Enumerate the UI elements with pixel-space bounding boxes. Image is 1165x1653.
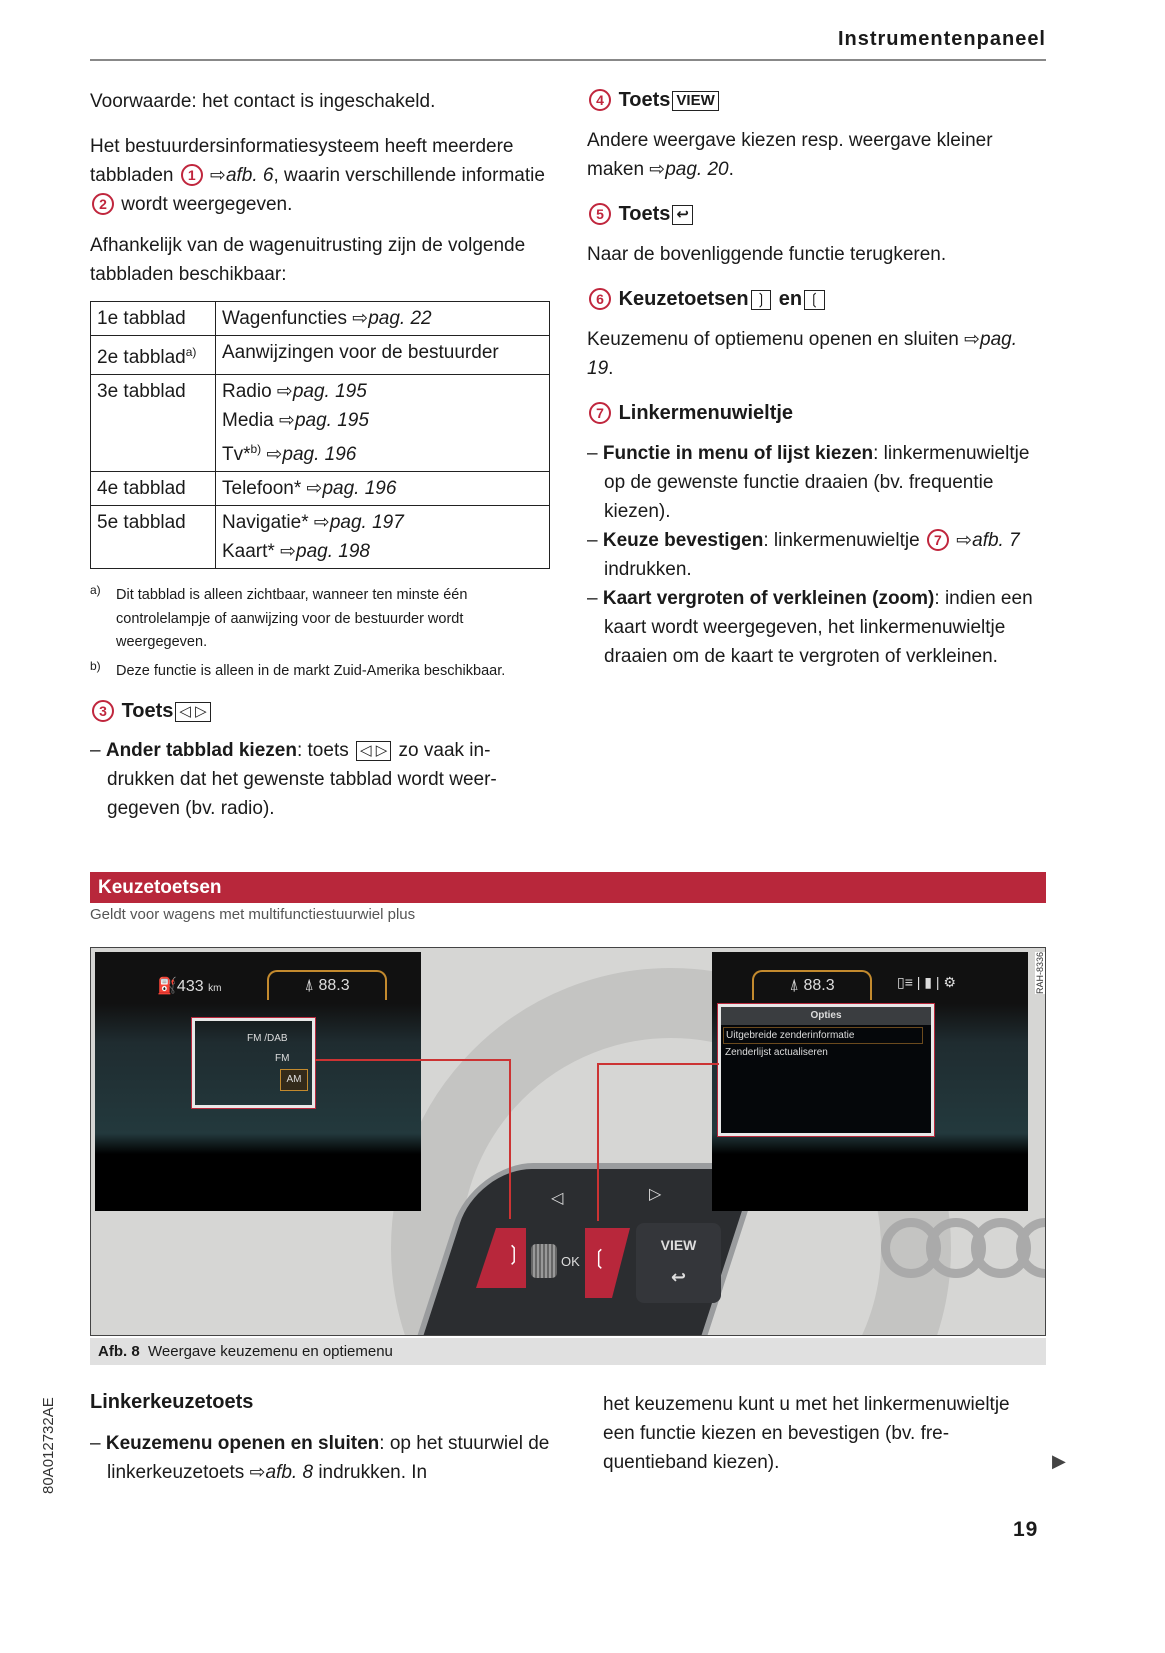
figure-caption — [90, 1338, 1046, 1365]
key-symbol: ❳ — [751, 290, 772, 310]
text-segment: 4e tabblad — [97, 478, 186, 499]
text-segment: Wagenfuncties ⇨ — [222, 308, 369, 329]
table-cell-tab — [91, 375, 216, 472]
text-segment: : toets — [296, 740, 354, 761]
heading-toets-4 — [587, 86, 1047, 115]
footnote-text: Dit tabblad is alleen zichtbaar, wanneer ten minste één controlelampje of aanwijzing voor de bestuurder wordt weergegeven. — [116, 587, 468, 650]
next-button: ▷ — [649, 1186, 662, 1203]
view-label: VIEW — [660, 1237, 697, 1253]
menu-wheel — [531, 1244, 557, 1278]
text-segment: Andere weergave kiezen resp. weergave kleiner maken ⇨ — [587, 130, 993, 180]
bold-term: Keuze bevestigen — [602, 530, 764, 551]
text-segment: Toets — [121, 700, 174, 722]
table-cell-tab — [91, 506, 216, 569]
header-rule — [90, 59, 1046, 61]
frequency: 88.3 — [318, 977, 350, 994]
table-cell-content — [216, 302, 550, 336]
bullet-item — [90, 1429, 550, 1487]
callout-number: 7 — [927, 529, 949, 551]
audi-rings-logo — [881, 1218, 1046, 1278]
page-reference: pag. 19 — [587, 329, 1018, 379]
page-reference: pag. 195 — [294, 410, 369, 431]
text-segment: ⇨ — [956, 530, 973, 551]
callout-number: 3 — [92, 700, 114, 722]
range-readout: ⛽433 km — [157, 978, 222, 995]
bullet-item — [587, 584, 1047, 671]
table-row — [91, 375, 550, 472]
page-reference: afb. 8 — [265, 1462, 314, 1483]
heading-linkermenuwieltje-7 — [587, 399, 1047, 428]
text-segment: : indien een kaart wordt weergegeven, het linkermenuwieltje draaien om de kaart te vergroten of verkleinen. — [604, 588, 1033, 667]
paragraph — [587, 325, 1047, 383]
text-segment: – — [90, 1433, 106, 1454]
callout-number: 7 — [589, 402, 611, 424]
document-code: 80A012732AE — [40, 1397, 57, 1494]
key-symbol: VIEW — [672, 91, 718, 111]
text-segment: . — [728, 159, 734, 180]
page-number: 19 — [1013, 1518, 1039, 1541]
text-segment: wordt weergegeven. — [121, 194, 293, 215]
text-segment: Naar de bovenliggende functie terugkeren. — [587, 244, 947, 265]
options-item-selected: Uitgebreide zenderinformatie — [723, 1027, 923, 1044]
table-row — [91, 336, 550, 375]
callout-number: 1 — [181, 164, 203, 186]
right-display — [712, 952, 1028, 1211]
heading-keuzetoetsen-6 — [587, 285, 1047, 314]
key-symbol: ◁ ▷ — [175, 702, 210, 722]
text-segment: 5e tabblad — [97, 512, 186, 533]
text-segment: : op het stuurwiel de linkerkeuzetoets ⇨ — [107, 1433, 550, 1483]
key-symbol: ❲ — [804, 290, 825, 310]
band-option: FM /DAB — [247, 1033, 288, 1044]
table-cell-tab — [91, 336, 216, 375]
bullet-item — [90, 736, 550, 823]
text-segment: Aanwijzingen voor de bestuurder — [222, 342, 499, 363]
tabs-table — [90, 301, 550, 569]
right-column — [587, 86, 1047, 671]
text-segment: en — [778, 288, 803, 310]
radio-tab: ⍋ 88.3 — [752, 970, 872, 1000]
text-segment: Kaart* ⇨ — [222, 541, 297, 562]
range-value: 433 — [176, 978, 204, 995]
text-segment: Het bestuurdersinformatiesysteem heeft meerdere tabbladen — [90, 136, 514, 186]
text-segment: – — [587, 588, 603, 609]
caption-label: Afb. 8 — [98, 1343, 140, 1360]
text-segment: Toets — [618, 203, 671, 225]
paragraph — [603, 1390, 1043, 1477]
paragraph — [587, 240, 1047, 269]
heading-toets-3 — [90, 697, 550, 726]
heading-toets-5 — [587, 200, 1047, 229]
key-symbol: ↩ — [672, 205, 693, 225]
bullet-item — [587, 439, 1047, 526]
paragraph — [587, 126, 1047, 184]
text-segment: ⇨ — [261, 444, 283, 465]
callout-number: 2 — [92, 193, 114, 215]
text-segment: Media ⇨ — [222, 410, 295, 431]
table-row — [91, 302, 550, 336]
text-segment: zo vaak indrukken dat het gewenste tabblad wordt weergegeven (bv. radio). — [107, 740, 497, 819]
text-segment: indrukken. In — [313, 1462, 428, 1483]
text-segment: – — [587, 443, 603, 464]
next-page-arrow-icon: ▶ — [1052, 1451, 1066, 1471]
footnote-marker: a) — [185, 345, 197, 359]
paragraph — [90, 87, 550, 116]
band-option-selected: AM — [280, 1069, 308, 1091]
prev-button: ◁ — [551, 1190, 564, 1207]
page-reference: pag. 197 — [329, 512, 404, 533]
bullet-item — [587, 526, 1047, 584]
callout-line — [597, 1063, 719, 1221]
text-segment: Navigatie* ⇨ — [222, 512, 330, 533]
bold-term: Keuzemenu openen en sluiten — [105, 1433, 380, 1454]
view-button — [636, 1223, 721, 1303]
bold-term: Kaart vergroten of verkleinen (zoom) — [602, 588, 935, 609]
footnote-mark: a) — [90, 583, 101, 597]
text-segment: : linkermenuwieltje — [763, 530, 925, 551]
text-segment: – — [587, 530, 603, 551]
footnote — [90, 579, 550, 655]
page-reference: pag. 22 — [368, 308, 432, 329]
right-selection-key-symbol: ❲ — [591, 1247, 608, 1269]
text-segment: Keuzetoetsen — [618, 288, 749, 310]
page-reference: afb. 7 — [972, 530, 1020, 551]
text-segment: 2e tabblad — [97, 347, 186, 368]
band-option: FM — [275, 1053, 290, 1064]
text-segment: Linkermenuwieltje — [618, 402, 794, 424]
table-row — [91, 506, 550, 569]
paragraph — [90, 231, 550, 289]
text-segment: . — [608, 358, 614, 379]
footnote — [90, 655, 550, 684]
text-segment: – — [90, 740, 106, 761]
options-item: Zenderlijst actualiseren — [725, 1047, 828, 1058]
callout-number: 5 — [589, 203, 611, 225]
left-selection-key-symbol: ❳ — [505, 1243, 522, 1265]
page-reference: pag. 196 — [322, 478, 397, 499]
text-segment: Voorwaarde: het contact is ingeschakeld. — [90, 91, 436, 112]
ok-label: OK — [561, 1254, 580, 1269]
footnote-text: Deze functie is alleen in de markt Zuid-Amerika beschikbaar. — [116, 662, 506, 679]
text-segment: Telefoon* ⇨ — [222, 478, 323, 499]
text-segment: indrukken. — [604, 559, 692, 580]
section-bar — [90, 872, 1046, 903]
text-segment: Keuzemenu of optiemenu openen en sluiten ⇨ — [587, 329, 981, 350]
bottom-right — [603, 1390, 1043, 1477]
key-symbol: ◁ ▷ — [356, 741, 391, 761]
options-title: Opties — [721, 1007, 931, 1025]
left-column — [90, 87, 550, 823]
footnote-mark: b) — [90, 658, 101, 673]
tab-icons: ▯≡ | ▮ | ⚙ — [897, 974, 956, 990]
text-segment: Radio ⇨ — [222, 381, 293, 402]
page-reference: pag. 198 — [296, 541, 370, 562]
bottom-left — [90, 1388, 550, 1487]
section-title: Keuzetoetsen — [98, 877, 222, 898]
figure-image — [90, 947, 1046, 1336]
back-icon: ↩ — [670, 1267, 687, 1287]
text-segment: Afhankelijk van de wagenuitrusting zijn de volgende tabbladen beschikbaar: — [90, 235, 526, 285]
paragraph — [90, 132, 550, 219]
header-title: Instrumentenpaneel — [837, 28, 1046, 50]
callout-number: 6 — [589, 288, 611, 310]
table-row — [91, 472, 550, 506]
table-cell-content — [216, 336, 550, 375]
table-cell-content — [216, 472, 550, 506]
table-cell-content — [216, 375, 550, 472]
page-reference: afb. 6 — [225, 165, 274, 186]
callout-number: 4 — [589, 89, 611, 111]
heading-linkerkeuzetoets: Linkerkeuzetoets — [90, 1391, 254, 1413]
table-cell-content — [216, 506, 550, 569]
footnotes — [90, 579, 550, 683]
page-reference: pag. 20 — [665, 159, 729, 180]
table-cell-tab — [91, 302, 216, 336]
caption-text: Weergave keuzemenu en optiemenu — [148, 1343, 393, 1360]
footnote-marker: b) — [250, 442, 262, 456]
page-reference: pag. 196 — [282, 444, 357, 465]
text-segment: 1e tabblad — [97, 308, 186, 329]
text-segment: ⇨ — [210, 165, 226, 186]
text-segment: , waarin verschillende informatie — [273, 165, 545, 186]
radio-tab: ⍋ 88.3 — [267, 970, 387, 1000]
page-reference: pag. 195 — [292, 381, 367, 402]
text-segment: Toets — [618, 89, 671, 111]
bold-term: Ander tabblad kiezen — [105, 740, 297, 761]
section-subtitle: Geldt voor wagens met multifunctiestuurwiel plus — [90, 906, 416, 923]
options-menu-callout — [718, 1004, 934, 1136]
table-cell-tab — [91, 472, 216, 506]
frequency: 88.3 — [803, 977, 835, 994]
text-segment: : linkermenuwieltje op de gewenste functie draaien (bv. frequentie kiezen). — [604, 443, 1030, 522]
figure-code: RAH-8336 — [1035, 952, 1045, 995]
bold-term: Functie in menu of lijst kiezen — [602, 443, 874, 464]
callout-line — [315, 1059, 511, 1219]
text-segment: Tv* — [222, 444, 251, 465]
band-menu-callout — [192, 1018, 315, 1108]
range-unit: km — [208, 983, 222, 994]
text-segment: het keuzemenu kunt u met het linkermenuwieltje een functie kiezen en bevestigen (bv. frequentieband kiezen). — [603, 1394, 1010, 1473]
text-segment: 3e tabblad — [97, 381, 186, 402]
